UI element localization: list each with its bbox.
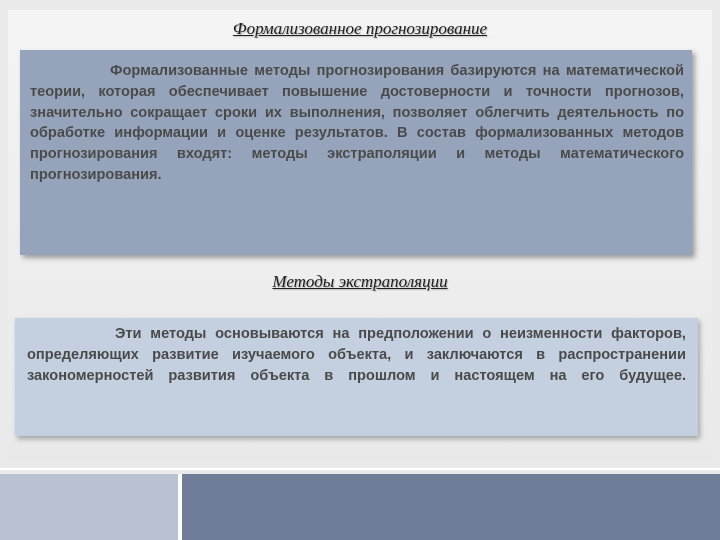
formalized-forecasting-paragraph	[30, 61, 684, 186]
footer-rule	[0, 468, 720, 470]
formalized-forecasting-text-box	[20, 50, 692, 255]
extrapolation-methods-text: Эти методы основываются на предположении о неизменности факторов, определяющих развитие изучаемого объекта, и заключаются в распространении закономерностей развития объекта в прошлом и настоящем на его будущее.	[27, 326, 686, 384]
extrapolation-methods-paragraph	[27, 324, 686, 386]
footer-block-right	[182, 474, 720, 540]
section-title-formalized-forecasting: Формализованное прогнозирование	[232, 19, 488, 38]
extrapolation-methods-text-box	[15, 318, 698, 436]
section-title-extrapolation-methods: Методы экстраполяции	[272, 272, 448, 291]
formalized-forecasting-text: Формализованные методы прогнозирования базируются на математической теории, которая обеспечивает повышение достоверности и точности прогнозов, значительно сокращает сроки их выполнения, позволяет облегчить деятельность по обработке информации и оценке результатов. В состав формализованных методов прогнозирования входят: методы экстраполяции и методы математического прогнозирования.	[30, 63, 684, 183]
footer-block-left	[0, 474, 178, 540]
